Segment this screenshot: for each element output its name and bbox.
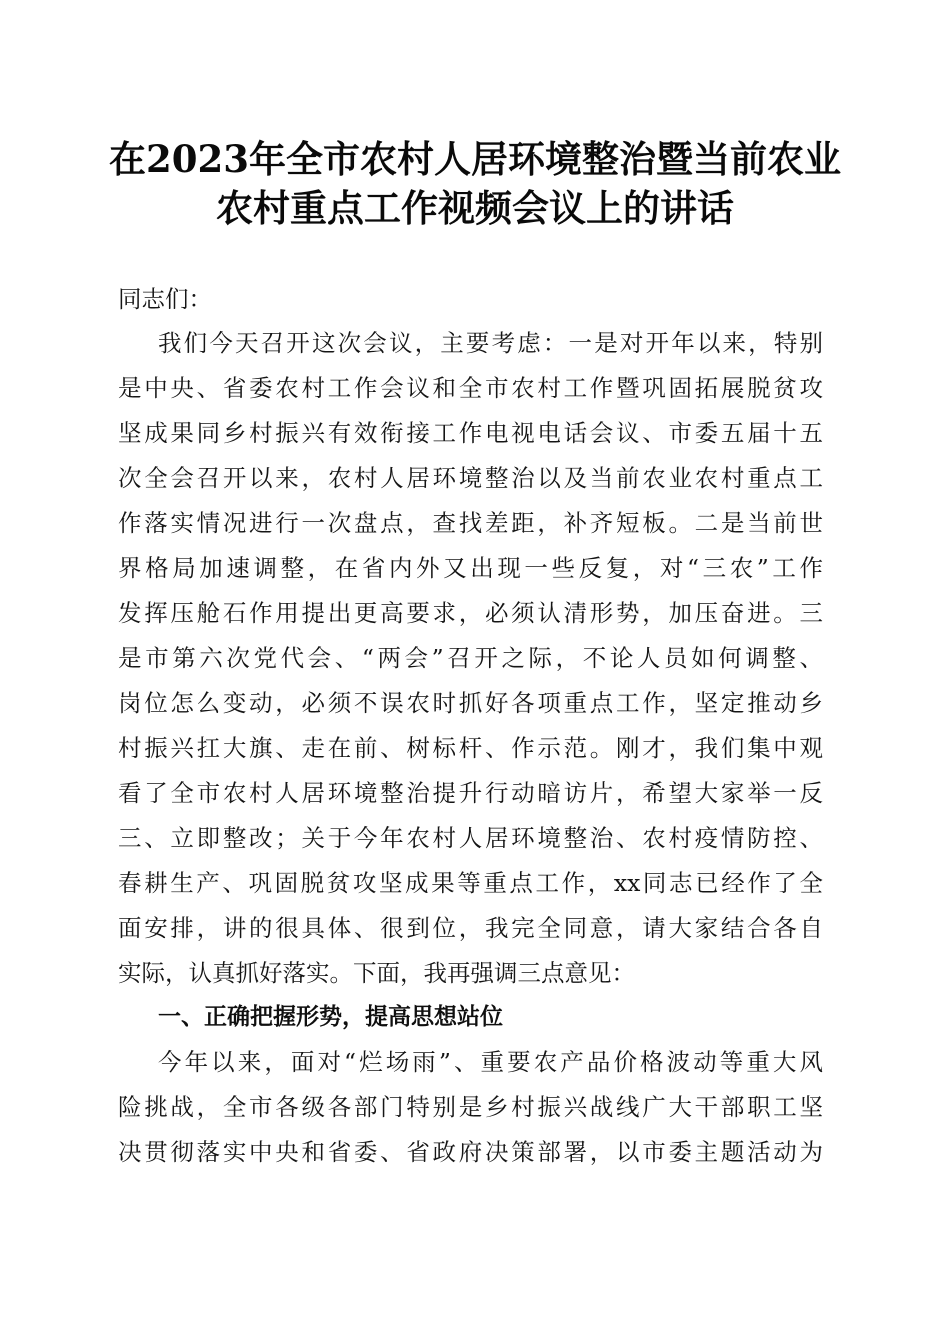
paragraph-line: 看了全市农村人居环境整治提升行动暗访片，希望大家举一反	[118, 779, 823, 807]
paragraph-line: 春耕生产、巩固脱贫攻坚成果等重点工作，xx同志已经作了全	[118, 869, 823, 897]
paragraph-line: 村振兴扛大旗、走在前、树标杆、作示范。刚才，我们集中观	[118, 734, 823, 762]
document-title-line-1: 在2023年全市农村人居环境整治暨当前农业	[109, 137, 841, 181]
paragraph-line: 是中央、省委农村工作会议和全市农村工作暨巩固拓展脱贫攻	[118, 374, 823, 402]
paragraph-line: 面安排，讲的很具体、很到位，我完全同意，请大家结合各自	[118, 914, 823, 942]
paragraph-line: 发挥压舱石作用提出更高要求，必须认清形势，加压奋进。三	[118, 599, 823, 627]
paragraph-line: 决贯彻落实中央和省委、省政府决策部署，以市委主题活动为	[118, 1138, 823, 1166]
paragraph-line: 次全会召开以来，农村人居环境整治以及当前农业农村重点工	[118, 464, 823, 492]
paragraph-line: 实际，认真抓好落实。下面，我再强调三点意见：	[118, 959, 635, 987]
section-heading: 一、正确把握形势，提高思想站位	[158, 1004, 503, 1030]
paragraph-line: 我们今天召开这次会议，主要考虑：一是对开年以来，特别	[158, 329, 823, 357]
paragraph-line: 岗位怎么变动，必须不误农时抓好各项重点工作，坚定推动乡	[118, 689, 823, 717]
paragraph-line: 今年以来，面对“烂场雨”、重要农产品价格波动等重大风	[158, 1048, 823, 1076]
paragraph-line: 坚成果同乡村振兴有效衔接工作电视电话会议、市委五届十五	[118, 419, 823, 447]
paragraph-line: 界格局加速调整，在省内外又出现一些反复，对“三农”工作	[118, 554, 823, 582]
paragraph-line: 是市第六次党代会、“两会”召开之际，不论人员如何调整、	[118, 644, 823, 672]
paragraph-line: 作落实情况进行一次盘点，查找差距，补齐短板。二是当前世	[118, 509, 823, 537]
salutation: 同志们：	[118, 285, 212, 313]
paragraph-line: 险挑战，全市各级各部门特别是乡村振兴战线广大干部职工坚	[118, 1093, 823, 1121]
document-title-line-2: 农村重点工作视频会议上的讲话	[216, 186, 734, 230]
paragraph-line: 三、立即整改；关于今年农村人居环境整治、农村疫情防控、	[118, 824, 823, 852]
